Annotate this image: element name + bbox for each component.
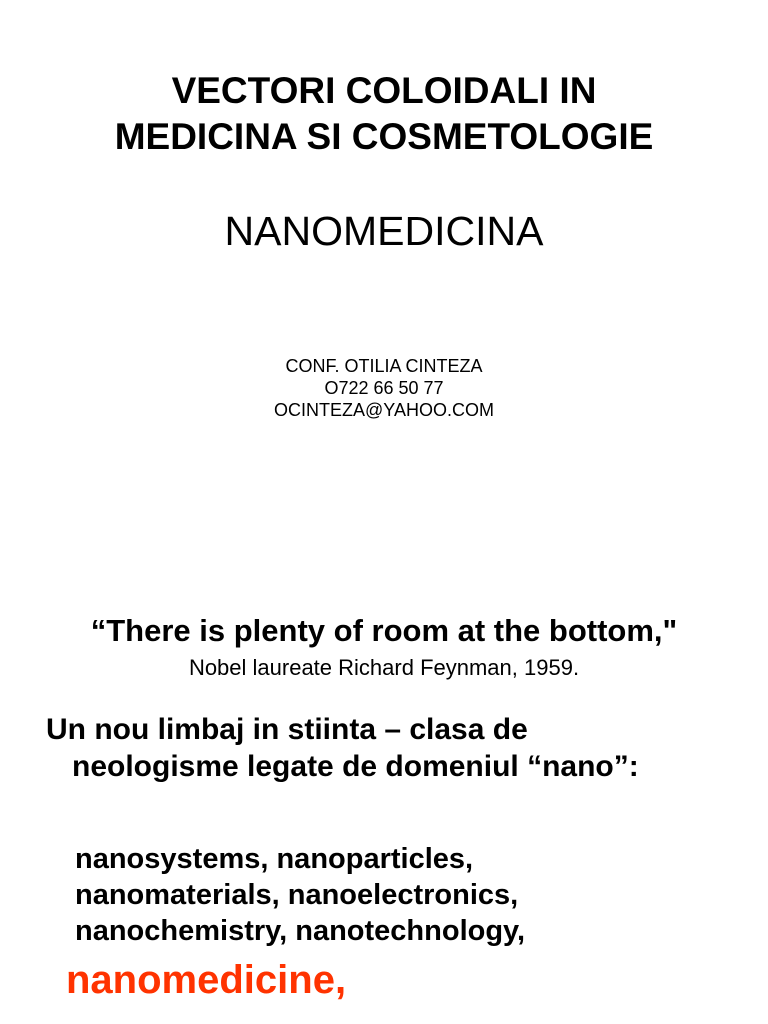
author-name: CONF. OTILIA CINTEZA: [285, 356, 483, 376]
slide-title: [0, 68, 768, 160]
content-slide: [0, 560, 768, 1024]
author-email: OCINTEZA@YAHOO.COM: [274, 400, 494, 420]
contact-block: [0, 355, 768, 421]
terms-line-3: nanochemistry, nanotechnology,: [75, 915, 526, 947]
slide-title-line-2: MEDICINA SI COSMETOLOGIE: [114, 116, 654, 157]
quote-attribution: Nobel laureate Richard Feynman, 1959.: [188, 655, 580, 680]
author-phone: O722 66 50 77: [324, 378, 444, 398]
feynman-quote: “There is plenty of room at the bottom,": [90, 613, 678, 648]
intro-line-2: neologisme legate de domeniul “nano”:: [72, 750, 639, 783]
terms-line-2: nanomaterials, nanoelectronics,: [75, 879, 519, 911]
terms-line-1: nanosystems, nanoparticles,: [75, 843, 474, 875]
intro-line-1: Un nou limbaj in stiinta – clasa de: [46, 713, 528, 746]
highlighted-term: nanomedicine,: [66, 958, 347, 1002]
slide-title-line-1: VECTORI COLOIDALI IN: [171, 70, 597, 111]
nano-terms-list: [75, 841, 755, 949]
intro-text: [46, 711, 746, 785]
slide-subtitle: NANOMEDICINA: [224, 208, 544, 254]
